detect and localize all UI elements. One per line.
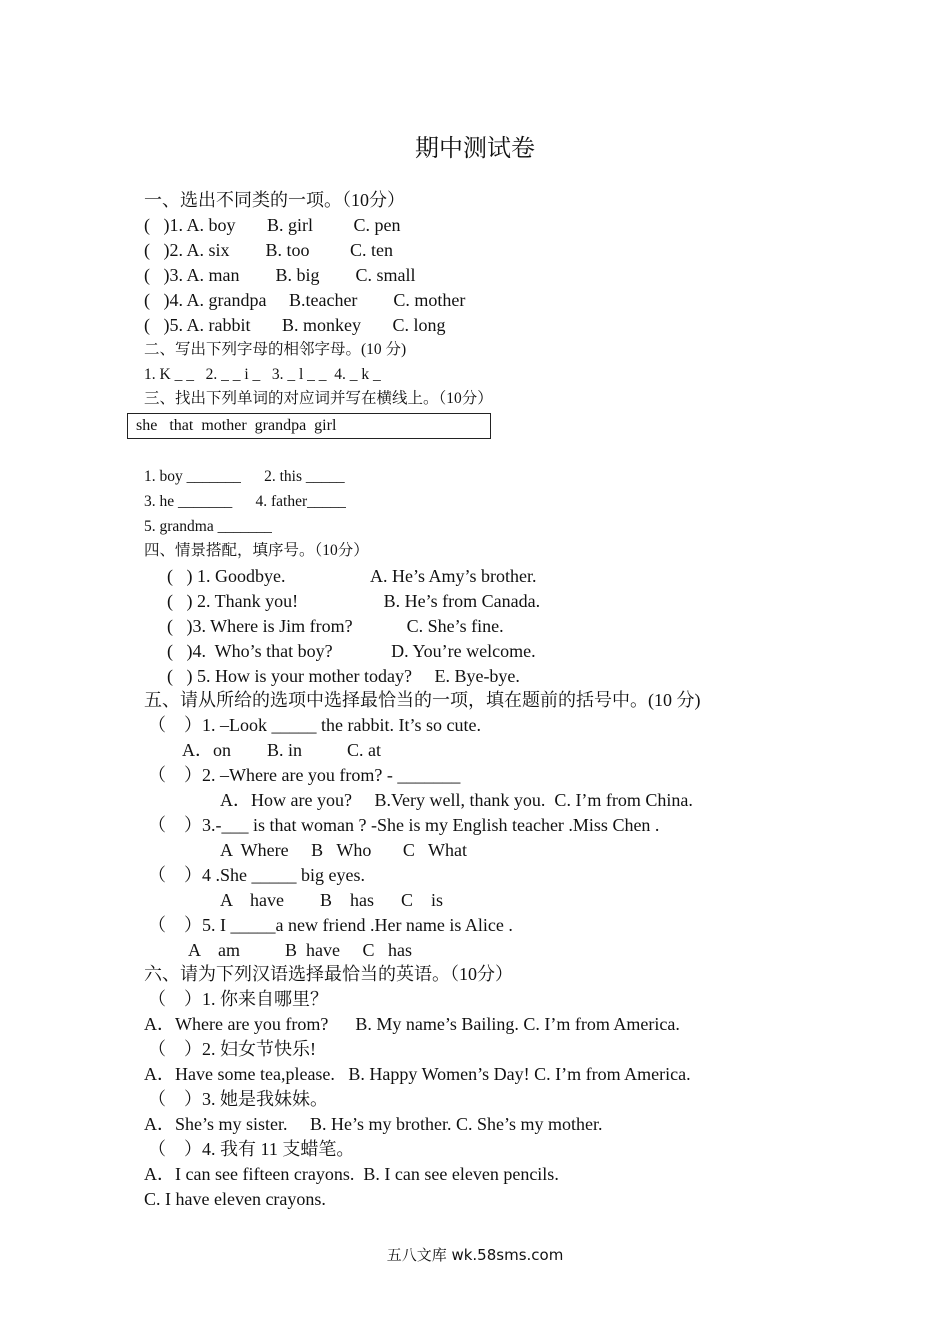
question-line: ( )3. A. man B. big C. small — [144, 265, 416, 285]
section-1-heading: 一、选出不同类的一项。（10分） — [144, 190, 405, 210]
question-line: 5. grandma _______ — [144, 518, 272, 535]
section-4-heading: 四、情景搭配，填序号。（10分） — [144, 542, 369, 559]
question-line: （ ）4 .She _____ big eyes. — [148, 865, 365, 885]
letters-line: 1. K _ _ 2. _ _ i _ 3. _ l _ _ 4. _ k _ — [144, 366, 381, 383]
question-line: （ ）1. –Look _____ the rabbit. It’s so cute. — [148, 715, 481, 735]
options-line: A．on B. in C. at — [182, 740, 382, 760]
question-line: 3. he _______ 4. father_____ — [144, 493, 346, 510]
section-5-heading: 五、请从所给的选项中选择最恰当的一项，填在题前的括号中。(10 分) — [144, 690, 701, 710]
question-line: （ ）3. 她是我妹妹。 — [148, 1089, 328, 1109]
options-line: A have B has C is — [220, 890, 443, 910]
question-line: （ ）5. I _____a new friend .Her name is Alice . — [148, 915, 513, 935]
options-line: A．I can see fifteen crayons. B. I can see eleven pencils. — [144, 1164, 559, 1184]
section-2-heading: 二、写出下列字母的相邻字母。(10 分) — [144, 341, 407, 358]
question-line: ( )4. Who’s that boy? D. You’re welcome. — [167, 641, 536, 661]
question-line: （ ）2. 妇女节快乐! — [148, 1039, 316, 1059]
question-line: （ ）1. 你来自哪里？ — [148, 989, 328, 1009]
options-line: C. I have eleven crayons. — [144, 1189, 326, 1209]
question-line: ( )5. A. rabbit B. monkey C. long — [144, 315, 446, 335]
question-line: （ ）4. 我有 11 支蜡笔。 — [148, 1139, 355, 1159]
question-line: 1. boy _______ 2. this _____ — [144, 468, 345, 485]
question-line: ( )4. A. grandpa B.teacher C. mother — [144, 290, 466, 310]
options-line: A am B have C has — [188, 940, 412, 960]
footer-watermark: 五八文库 wk.58sms.com — [386, 1246, 564, 1264]
section-6-heading: 六、请为下列汉语选择最恰当的英语。（10分） — [144, 964, 513, 984]
page-title: 期中测试卷 — [415, 136, 535, 162]
options-line: A．Where are you from? B. My name’s Bailing. C. I’m from America. — [144, 1014, 680, 1034]
options-line: A．She’s my sister. B. He’s my brother. C. She’s my mother. — [144, 1114, 603, 1134]
question-line: ( ) 5. How is your mother today? E. Bye-bye. — [167, 666, 520, 686]
options-line: A．How are you? B.Very well, thank you. C. I’m from China. — [220, 790, 693, 810]
word-box-text: she that mother grandpa girl — [136, 417, 337, 434]
question-line: ( ) 1. Goodbye. A. He’s Amy’s brother. — [167, 566, 537, 586]
section-3-heading: 三、找出下列单词的对应词并写在横线上。（10分） — [144, 390, 493, 407]
question-line: ( )1. A. boy B. girl C. pen — [144, 215, 401, 235]
question-line: （ ）3.-___ is that woman ? -She is my English teacher .Miss Chen . — [148, 815, 660, 835]
question-line: ( )3. Where is Jim from? C. She’s fine. — [167, 616, 504, 636]
question-line: ( ) 2. Thank you! B. He’s from Canada. — [167, 591, 541, 611]
question-line: ( )2. A. six B. too C. ten — [144, 240, 394, 260]
word-box — [127, 413, 491, 439]
options-line: A．Have some tea,please. B. Happy Women’s Day! C. I’m from America. — [144, 1064, 691, 1084]
question-line: （ ）2. –Where are you from? - _______ — [148, 765, 461, 785]
options-line: A Where B Who C What — [220, 840, 467, 860]
